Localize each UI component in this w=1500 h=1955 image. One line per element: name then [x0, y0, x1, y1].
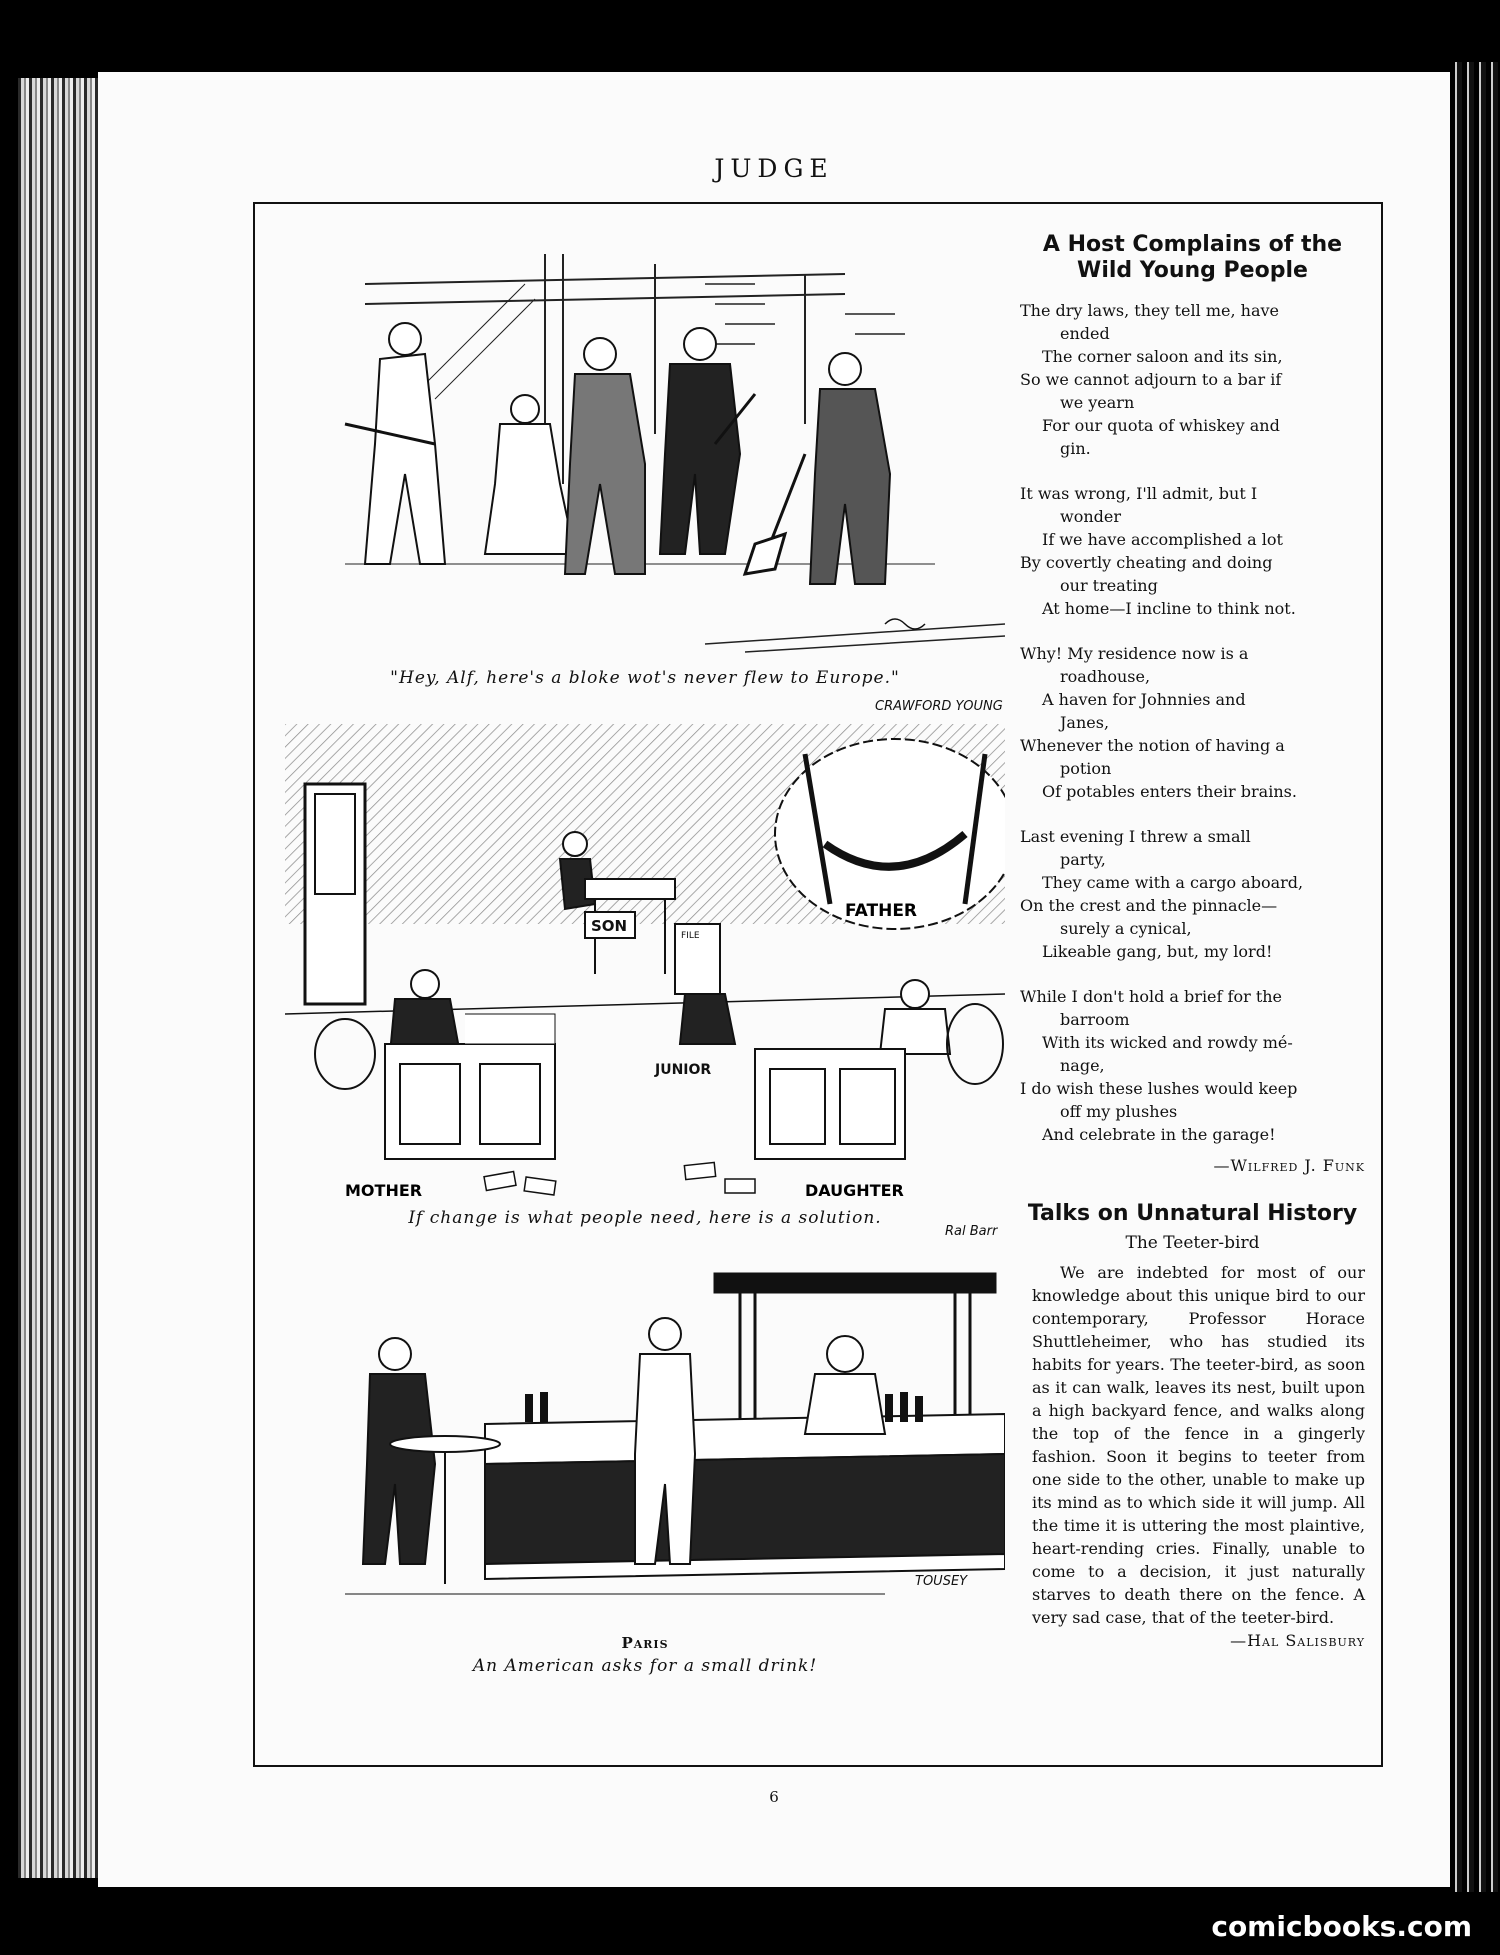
cartoon3-caption-head: Paris: [621, 1634, 669, 1652]
poem-line: potion: [1060, 758, 1112, 778]
article-body: We are indebted for most of our knowledge about this unique bird to our contemporary, Professor Horace Shuttleheimer, who has studied its habits for years. The teeter-bird, as soon as it can walk, leaves its nest, built upon a high backyard fence, and walks along the top of the fence in a gingerly fashion. Soon it begins to teeter from one side to the other, unable to make up its mind as to which side it will jump. All the time it is uttering the most plaintive, heart-rending cries. Finally, unable to come to a decision, it just naturally starves to death there on the fence. A very sad case, that of the teeter-bird.: [1032, 1263, 1365, 1628]
poem-line: By covertly cheating and doing: [1020, 552, 1273, 572]
poem-line: wonder: [1060, 506, 1121, 526]
cartoon-bar-drawing: [285, 1264, 1005, 1634]
poem-line: With its wicked and rowdy mé-: [1042, 1032, 1293, 1052]
magazine-page: [98, 72, 1450, 1887]
poem-line: Of potables enters their brains.: [1042, 781, 1297, 801]
cartoon-workers-drawing: [285, 224, 1005, 664]
running-head: JUDGE: [714, 154, 834, 183]
poem-line: At home—I incline to think not.: [1042, 598, 1296, 618]
article-title: Talks on Unnatural History: [1027, 1200, 1358, 1226]
poem-line: barroom: [1060, 1009, 1130, 1029]
poem-line: Likeable gang, but, my lord!: [1042, 941, 1273, 961]
poem-line: It was wrong, I'll admit, but I: [1020, 483, 1258, 503]
cartoon1-caption: "Hey, Alf, here's a bloke wot's never flew to Europe.": [390, 668, 900, 688]
cartoon2-signature: Ral Barr: [945, 1224, 998, 1239]
poem-title: A Host Complains of the Wild Young People: [1042, 232, 1343, 284]
poem-byline: —Wilfred J. Funk: [1213, 1155, 1365, 1175]
poem-line: gin.: [1060, 438, 1091, 458]
poem-stanza: [1020, 642, 1365, 803]
poem-line: They came with a cargo aboard,: [1042, 872, 1304, 892]
poem: [1020, 299, 1365, 1177]
poem-stanza: [1020, 299, 1365, 460]
article-subtitle: The Teeter-bird: [1125, 1233, 1260, 1254]
poem-line: On the crest and the pinnacle—: [1020, 895, 1278, 915]
poem-line: A haven for Johnnies and: [1042, 689, 1246, 709]
poem-line: While I don't hold a brief for the: [1020, 986, 1283, 1006]
page-number: 6: [769, 1788, 779, 1806]
poem-line: surely a cynical,: [1060, 918, 1192, 938]
label-mother: MOTHER: [345, 1181, 423, 1200]
poem-line: nage,: [1060, 1055, 1105, 1075]
cartoon3-caption: An American asks for a small drink!: [472, 1656, 818, 1676]
watermark-logo: comicbooks.com: [1211, 1910, 1472, 1943]
cartoon2-caption: If change is what people need, here is a solution.: [408, 1208, 882, 1228]
poem-line: I do wish these lushes would keep: [1020, 1078, 1298, 1098]
poem-line: The dry laws, they tell me, have: [1020, 300, 1279, 320]
cartoon1-signature: CRAWFORD YOUNG: [875, 699, 1003, 714]
poem-stanza: [1020, 482, 1365, 620]
poem-line: The corner saloon and its sin,: [1042, 346, 1283, 366]
poem-line: So we cannot adjourn to a bar if: [1020, 369, 1282, 389]
book-right-edge: [1450, 62, 1500, 1892]
poem-stanza: [1020, 985, 1365, 1146]
poem-stanza: [1020, 825, 1365, 963]
content-frame: [253, 202, 1383, 1767]
cartoon-paris-bar: [285, 1264, 1005, 1676]
text-column: [1020, 232, 1365, 1650]
poem-line: Janes,: [1060, 712, 1110, 732]
cartoon-workers: [285, 224, 1005, 688]
poem-line: And celebrate in the garage!: [1042, 1124, 1276, 1144]
poem-line: Whenever the notion of having a: [1020, 735, 1285, 755]
cartoon-office-drawing: [285, 724, 1005, 1204]
junior-figure: [654, 924, 735, 1078]
signature-mark: [885, 619, 925, 629]
daughter-desk: [755, 980, 1003, 1159]
label-file: FILE: [681, 931, 700, 941]
poem-line: party,: [1060, 849, 1106, 869]
poem-line: Why! My residence now is a: [1020, 643, 1249, 663]
cartoon-office: [285, 724, 1005, 1228]
book-page-edges: [18, 78, 100, 1878]
label-son: SON: [591, 917, 628, 935]
poem-line: If we have accomplished a lot: [1042, 529, 1283, 549]
poem-line: ended: [1060, 323, 1110, 343]
poem-line: our treating: [1060, 575, 1158, 595]
article-byline: —Hal Salisbury: [1230, 1631, 1365, 1651]
label-junior: JUNIOR: [655, 1062, 712, 1078]
cartoon3-signature: TOUSEY: [915, 1574, 968, 1589]
label-daughter: DAUGHTER: [805, 1181, 904, 1200]
label-father: FATHER: [845, 901, 918, 921]
poem-line: For our quota of whiskey and: [1042, 415, 1280, 435]
poem-line: roadhouse,: [1060, 666, 1151, 686]
poem-line: Last evening I threw a small: [1020, 826, 1251, 846]
poem-line: we yearn: [1060, 392, 1135, 412]
poem-line: off my plushes: [1060, 1101, 1178, 1121]
father-cloud: [775, 739, 1005, 929]
